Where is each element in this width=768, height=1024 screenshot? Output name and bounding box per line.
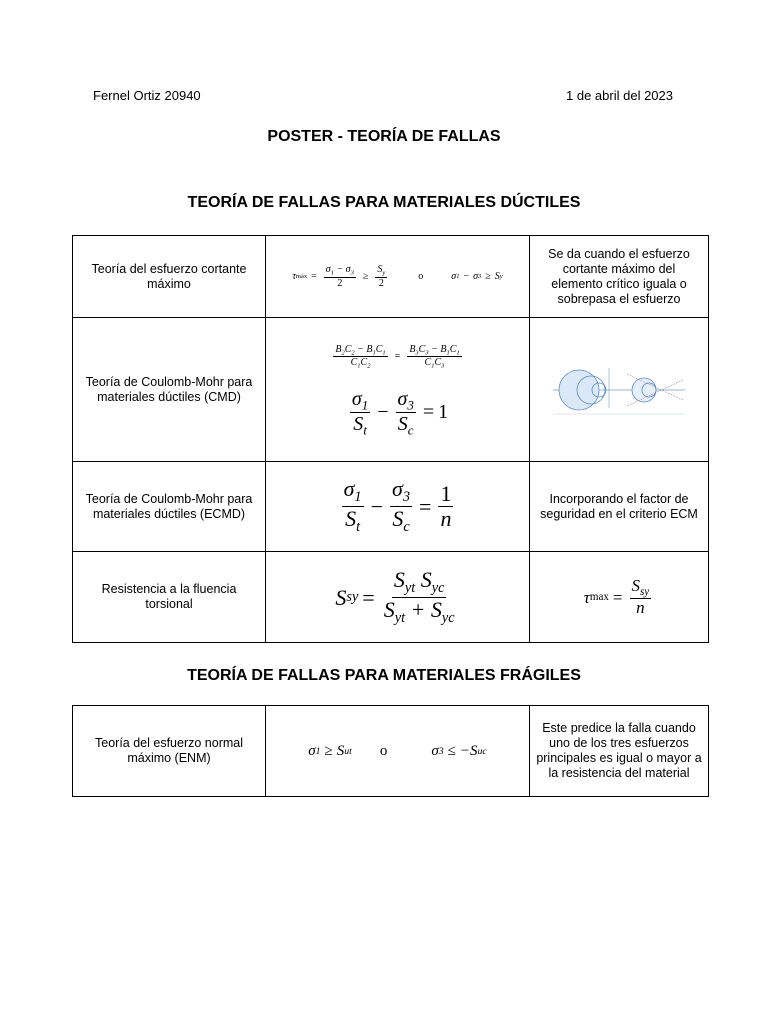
formula-max-shear: τ máx = $\frac{\sigma_1 - \sigma_3}{2}$ ≥ $\frac{S_y}{2}$ o σ 1 − σ 3 ≥ S y [292,264,503,289]
formula-enm: σ 1 ≥ S ut o σ 3 ≤ −S uc [308,742,487,759]
theory-cell: Teoría de Coulomb-Mohr para materiales dúctiles (ECMD) [73,462,266,552]
formula-cell [530,552,709,643]
diagram-cell [530,318,709,462]
poster-title: POSTER - TEORÍA DE FALLAS [267,128,501,145]
formula-cmd-ratio: $\frac{B_2C_2 - B_1C_1}{C_1C_2}$ = $\frac{B_3C_3 - B_1C_1}{C_1C_3}$ [335,343,460,370]
author-name: Fernel Ortiz 20940 [93,88,201,103]
mohr-circles-diagram [549,360,689,416]
formula-ecmd: $\frac{\sigma_1}{S_t}$ − $\frac{\sigma_3}{S_c}$ = $\frac{1}{n}$ [343,476,452,535]
theory-cell: Resistencia a la fluencia torsional [73,552,266,643]
fragile-table [72,705,709,797]
description-cell: Incorporando el factor de seguridad en el criterio ECM [530,462,709,552]
formula-cell [266,706,530,797]
or-word: o [418,271,424,282]
ductile-table [72,235,709,643]
or-word: o [379,742,388,759]
table-row [73,318,709,462]
theory-cell: Teoría del esfuerzo cortante máximo [73,236,266,318]
formula-tau-max: τ max = $\frac{S_{sy}}{n}$ [583,575,650,617]
formula-cell [266,236,530,318]
formula-cell [266,552,530,643]
description-cell: Se da cuando el esfuerzo cortante máximo del elemento crítico iguala o sobrepasa el esfuerzo [530,236,709,318]
table-row [73,236,709,318]
table-row [73,706,709,797]
formula-cmd: $\frac{\sigma_1}{S_t}$ − $\frac{\sigma_3}{S_c}$ = 1 [351,387,449,438]
table-row [73,552,709,643]
formula-cell [266,318,530,462]
document-date: 1 de abril del 2023 [566,88,673,103]
formula-cell [266,462,530,552]
table-row [73,462,709,552]
formula-ssy: S sy = $\frac{S_{yt} S_{yc}}{S_{yt} + S_{yc}}$ [335,566,455,626]
fragile-section-title: TEORÍA DE FALLAS PARA MATERIALES FRÁGILES [187,667,581,684]
description-cell: Este predice la falla cuando uno de los tres esfuerzos principales es igual o mayor a la resistencia del material [530,706,709,797]
theory-cell: Teoría de Coulomb-Mohr para materiales dúctiles (CMD) [73,318,266,462]
ductile-section-title: TEORÍA DE FALLAS PARA MATERIALES DÚCTILES [187,194,581,211]
theory-cell: Teoría del esfuerzo normal máximo (ENM) [73,706,266,797]
